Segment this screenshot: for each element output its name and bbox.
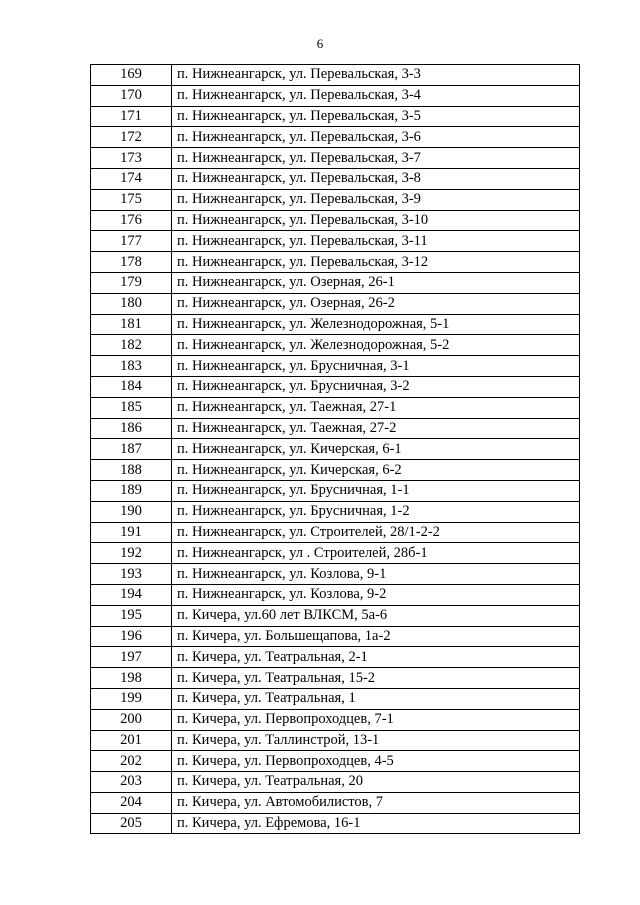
table-row bbox=[91, 231, 580, 252]
address-cell: п. Нижнеангарск, ул. Перевальская, 3-6 bbox=[172, 127, 580, 148]
address-cell: п. Кичера, ул. Автомобилистов, 7 bbox=[172, 792, 580, 813]
address-cell: п. Нижнеангарск, ул. Строителей, 28/1-2-2 bbox=[172, 522, 580, 543]
table-row bbox=[91, 314, 580, 335]
table-row bbox=[91, 751, 580, 772]
address-cell: п. Нижнеангарск, ул. Озерная, 26-1 bbox=[172, 272, 580, 293]
row-number-cell: 182 bbox=[91, 335, 172, 356]
row-number-cell: 188 bbox=[91, 460, 172, 481]
row-number-cell: 170 bbox=[91, 85, 172, 106]
row-number-cell: 201 bbox=[91, 730, 172, 751]
row-number-cell: 176 bbox=[91, 210, 172, 231]
table-row bbox=[91, 65, 580, 86]
address-cell: п. Нижнеангарск, ул. Перевальская, 3-12 bbox=[172, 252, 580, 273]
row-number-cell: 198 bbox=[91, 668, 172, 689]
row-number-cell: 195 bbox=[91, 605, 172, 626]
table-row bbox=[91, 106, 580, 127]
table-row bbox=[91, 210, 580, 231]
table-row bbox=[91, 584, 580, 605]
address-cell: п. Кичера, ул. Театральная, 20 bbox=[172, 772, 580, 793]
address-cell: п. Нижнеангарск, ул. Таежная, 27-2 bbox=[172, 418, 580, 439]
row-number-cell: 185 bbox=[91, 397, 172, 418]
table-row bbox=[91, 439, 580, 460]
row-number-cell: 186 bbox=[91, 418, 172, 439]
table-row bbox=[91, 85, 580, 106]
address-cell: п. Нижнеангарск, ул. Перевальская, 3-10 bbox=[172, 210, 580, 231]
row-number-cell: 172 bbox=[91, 127, 172, 148]
table-row bbox=[91, 709, 580, 730]
table-row bbox=[91, 792, 580, 813]
table-row bbox=[91, 730, 580, 751]
row-number-cell: 184 bbox=[91, 376, 172, 397]
table-row bbox=[91, 813, 580, 834]
table-row bbox=[91, 272, 580, 293]
table-row bbox=[91, 522, 580, 543]
table-row bbox=[91, 376, 580, 397]
table-row bbox=[91, 397, 580, 418]
table-row bbox=[91, 335, 580, 356]
row-number-cell: 187 bbox=[91, 439, 172, 460]
table-row bbox=[91, 626, 580, 647]
table-row bbox=[91, 148, 580, 169]
address-cell: п. Кичера, ул. Первопроходцев, 4-5 bbox=[172, 751, 580, 772]
row-number-cell: 191 bbox=[91, 522, 172, 543]
row-number-cell: 189 bbox=[91, 480, 172, 501]
address-cell: п. Нижнеангарск, ул. Брусничная, 1-1 bbox=[172, 480, 580, 501]
row-number-cell: 190 bbox=[91, 501, 172, 522]
table-row bbox=[91, 501, 580, 522]
address-cell: п. Нижнеангарск, ул. Брусничная, 3-2 bbox=[172, 376, 580, 397]
row-number-cell: 171 bbox=[91, 106, 172, 127]
row-number-cell: 178 bbox=[91, 252, 172, 273]
table-row bbox=[91, 772, 580, 793]
address-table-body bbox=[91, 65, 580, 834]
address-cell: п. Кичера, ул. Первопроходцев, 7-1 bbox=[172, 709, 580, 730]
table-row bbox=[91, 252, 580, 273]
row-number-cell: 177 bbox=[91, 231, 172, 252]
page-number: 6 bbox=[316, 36, 324, 51]
row-number-cell: 174 bbox=[91, 168, 172, 189]
row-number-cell: 200 bbox=[91, 709, 172, 730]
row-number-cell: 180 bbox=[91, 293, 172, 314]
address-cell: п. Нижнеангарск, ул. Козлова, 9-2 bbox=[172, 584, 580, 605]
address-cell: п. Кичера, ул. Театральная, 15-2 bbox=[172, 668, 580, 689]
address-cell: п. Нижнеангарск, ул. Перевальская, 3-7 bbox=[172, 148, 580, 169]
row-number-cell: 179 bbox=[91, 272, 172, 293]
address-cell: п. Кичера, ул. Театральная, 2-1 bbox=[172, 647, 580, 668]
address-cell: п. Кичера, ул. Большещапова, 1а-2 bbox=[172, 626, 580, 647]
address-cell: п. Кичера, ул. Театральная, 1 bbox=[172, 688, 580, 709]
address-cell: п. Нижнеангарск, ул . Строителей, 28б-1 bbox=[172, 543, 580, 564]
address-cell: п. Нижнеангарск, ул. Озерная, 26-2 bbox=[172, 293, 580, 314]
table-row bbox=[91, 293, 580, 314]
address-table bbox=[90, 64, 580, 834]
row-number-cell: 205 bbox=[91, 813, 172, 834]
table-row bbox=[91, 688, 580, 709]
address-cell: п. Нижнеангарск, ул. Брусничная, 1-2 bbox=[172, 501, 580, 522]
table-row bbox=[91, 647, 580, 668]
address-cell: п. Нижнеангарск, ул. Перевальская, 3-5 bbox=[172, 106, 580, 127]
table-row bbox=[91, 356, 580, 377]
row-number-cell: 175 bbox=[91, 189, 172, 210]
address-cell: п. Нижнеангарск, ул. Таежная, 27-1 bbox=[172, 397, 580, 418]
table-row bbox=[91, 543, 580, 564]
table-row bbox=[91, 480, 580, 501]
address-cell: п. Кичера, ул. Таллинстрой, 13-1 bbox=[172, 730, 580, 751]
table-row bbox=[91, 168, 580, 189]
row-number-cell: 181 bbox=[91, 314, 172, 335]
table-row bbox=[91, 668, 580, 689]
table-row bbox=[91, 189, 580, 210]
row-number-cell: 169 bbox=[91, 65, 172, 86]
address-cell: п. Нижнеангарск, ул. Перевальская, 3-8 bbox=[172, 168, 580, 189]
address-cell: п. Нижнеангарск, ул. Кичерская, 6-1 bbox=[172, 439, 580, 460]
row-number-cell: 199 bbox=[91, 688, 172, 709]
row-number-cell: 192 bbox=[91, 543, 172, 564]
address-cell: п. Нижнеангарск, ул. Кичерская, 6-2 bbox=[172, 460, 580, 481]
table-row bbox=[91, 564, 580, 585]
table-row bbox=[91, 418, 580, 439]
row-number-cell: 204 bbox=[91, 792, 172, 813]
address-cell: п. Нижнеангарск, ул. Брусничная, 3-1 bbox=[172, 356, 580, 377]
address-cell: п. Нижнеангарск, ул. Перевальская, 3-11 bbox=[172, 231, 580, 252]
table-row bbox=[91, 460, 580, 481]
address-cell: п. Кичера, ул.60 лет ВЛКСМ, 5а-6 bbox=[172, 605, 580, 626]
address-cell: п. Нижнеангарск, ул. Перевальская, 3-3 bbox=[172, 65, 580, 86]
row-number-cell: 193 bbox=[91, 564, 172, 585]
row-number-cell: 194 bbox=[91, 584, 172, 605]
address-cell: п. Нижнеангарск, ул. Перевальская, 3-9 bbox=[172, 189, 580, 210]
row-number-cell: 202 bbox=[91, 751, 172, 772]
address-cell: п. Нижнеангарск, ул. Железнодорожная, 5-1 bbox=[172, 314, 580, 335]
row-number-cell: 197 bbox=[91, 647, 172, 668]
table-row bbox=[91, 605, 580, 626]
address-cell: п. Нижнеангарск, ул. Железнодорожная, 5-2 bbox=[172, 335, 580, 356]
row-number-cell: 173 bbox=[91, 148, 172, 169]
row-number-cell: 196 bbox=[91, 626, 172, 647]
row-number-cell: 203 bbox=[91, 772, 172, 793]
address-cell: п. Кичера, ул. Ефремова, 16-1 bbox=[172, 813, 580, 834]
row-number-cell: 183 bbox=[91, 356, 172, 377]
address-cell: п. Нижнеангарск, ул. Перевальская, 3-4 bbox=[172, 85, 580, 106]
table-row bbox=[91, 127, 580, 148]
address-cell: п. Нижнеангарск, ул. Козлова, 9-1 bbox=[172, 564, 580, 585]
